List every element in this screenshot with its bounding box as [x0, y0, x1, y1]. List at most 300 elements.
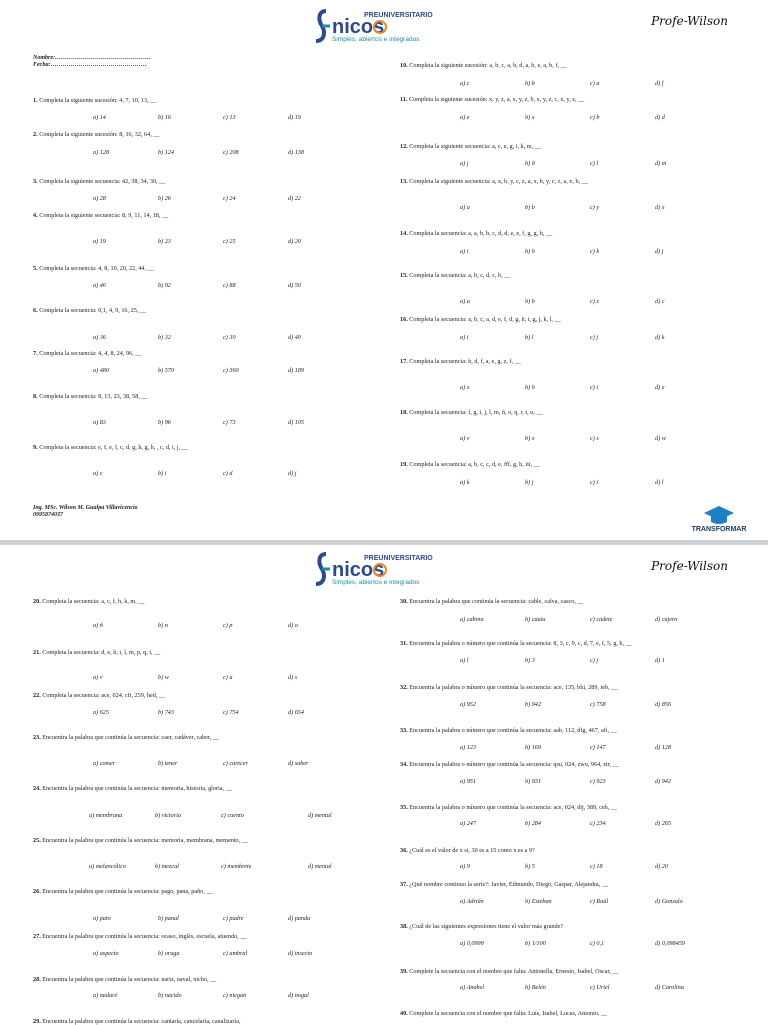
question-text: Complete la secuencia con el nombre que falta: Antonella, Ernesto, Isabel, Oscar, __: [407, 968, 619, 975]
option-b[interactable]: b) 3: [525, 657, 535, 664]
option-b[interactable]: b) 743: [158, 709, 174, 716]
option-b[interactable]: b) 169: [525, 744, 541, 751]
question-number: 36.: [400, 847, 408, 854]
question-number: 24.: [33, 785, 41, 792]
option-d[interactable]: d) cajero: [655, 616, 678, 623]
question-text: Encuentra la palabra o número que continúa la secuencia: 8, 3, c, 9, c, d, 7, e, f, 5, g, h, __: [407, 640, 632, 647]
question-number: 10.: [400, 62, 408, 69]
option-b[interactable]: b) n: [158, 622, 168, 629]
question-number: 32.: [400, 684, 408, 691]
left-column: [33, 0, 373, 540]
question-text: Completa la siguiente sucesión: 8, 16, 32, 64, __: [37, 131, 160, 138]
option-b[interactable]: b) Esteban: [525, 898, 552, 905]
question-text: Encuentra la palabra que continúa la secuencia: ocaso, inglés, escuela, atuendo, __: [40, 933, 247, 940]
option-a[interactable]: a) 9: [460, 863, 470, 870]
option-d[interactable]: d) 20: [288, 238, 301, 245]
option-a[interactable]: a) membrana: [89, 812, 123, 819]
option-a[interactable]: a) 951: [460, 778, 476, 785]
question-number: 8.: [33, 393, 38, 400]
option-a[interactable]: a) v: [460, 435, 470, 442]
options-row: [33, 149, 373, 157]
question-number: 34.: [400, 761, 408, 768]
option-d[interactable]: d) j: [288, 470, 297, 477]
option-a[interactable]: a) 625: [93, 709, 109, 716]
options-row: [33, 992, 373, 1000]
question-number: 1.: [33, 97, 38, 104]
option-d[interactable]: d) e: [655, 384, 665, 391]
option-a[interactable]: a) l: [460, 657, 469, 664]
option-d[interactable]: d) 654: [288, 709, 304, 716]
question-16: [400, 316, 740, 323]
options-row: [400, 435, 740, 443]
options-row: [33, 863, 373, 871]
brand-name-text-2: nicos: [332, 559, 385, 581]
option-d[interactable]: d) d: [655, 114, 665, 121]
brand-tagline-2: Simples, abiertos e integrados: [332, 579, 420, 586]
option-a[interactable]: a) x: [460, 384, 470, 391]
option-c[interactable]: c) a: [590, 80, 600, 87]
question-number: 14.: [400, 230, 408, 237]
options-row: [400, 863, 740, 871]
question-number: 30.: [400, 598, 408, 605]
author-footer: [33, 505, 138, 519]
question-number: 11.: [400, 96, 408, 103]
question-text: ¿Cuál es el valor de x si, 30 es a 15 como x es a 9?: [407, 847, 535, 854]
option-d[interactable]: d) 1: [655, 657, 665, 664]
option-d[interactable]: d) 22: [288, 195, 301, 202]
question-12: [400, 143, 740, 150]
option-b[interactable]: b) 570: [158, 367, 174, 374]
question-6: [33, 307, 373, 314]
option-a[interactable]: a) j: [460, 160, 469, 167]
option-a[interactable]: a) 28: [93, 195, 106, 202]
option-b[interactable]: b) 32: [158, 334, 171, 341]
option-c[interactable]: c) 18: [590, 863, 603, 870]
option-b[interactable]: b) l: [525, 334, 534, 341]
question-text: Completa la siguiente sucesión: 4, 7, 10, 13, __: [37, 97, 157, 104]
option-b[interactable]: b) 931: [525, 778, 541, 785]
option-d[interactable]: d) 856: [655, 701, 671, 708]
option-b[interactable]: b) b: [525, 298, 535, 305]
question-25: [33, 837, 373, 844]
question-number: 17.: [400, 358, 408, 365]
question-text: Completa la secuencia: ace, 024, cfi, 259, hed, __: [40, 692, 166, 699]
question-number: 21.: [33, 649, 41, 656]
option-b[interactable]: b) h: [525, 248, 535, 255]
question-number: 19.: [400, 461, 408, 468]
options-row: [400, 160, 740, 168]
option-a[interactable]: a) 46: [93, 282, 106, 289]
options-row: [33, 760, 373, 768]
option-a[interactable]: a) a: [460, 204, 470, 211]
option-a[interactable]: a) i: [460, 334, 469, 341]
question-number: 40.: [400, 1010, 408, 1017]
option-a[interactable]: a) 36: [93, 334, 106, 341]
option-c[interactable]: c) y: [590, 204, 600, 211]
brand-top-text: PREUNIVERSITARIO: [364, 12, 433, 19]
option-c[interactable]: c) 0,1: [590, 940, 605, 947]
option-c[interactable]: c) cuento: [221, 812, 244, 819]
question-number: 22.: [33, 692, 41, 699]
question-text: Encuentra la palabra o número que continúa la secuencia: qsu, 024, zwu, 964, ztr, __: [407, 761, 619, 768]
option-d[interactable]: d) f: [655, 80, 664, 87]
option-d[interactable]: d) saber: [288, 760, 309, 767]
option-b[interactable]: b) b: [525, 204, 535, 211]
option-d[interactable]: d) 942: [655, 778, 671, 785]
option-d[interactable]: d) 138: [288, 149, 304, 156]
option-a[interactable]: a) 0,0999: [460, 940, 484, 947]
transformar-logo: [688, 504, 750, 536]
graduation-cap-icon: [688, 504, 750, 526]
options-row: [33, 367, 373, 375]
question-text: Encuentra la palabra que continúa la secuencia: cable, calva, casco, __: [407, 598, 584, 605]
option-c[interactable]: c) j: [590, 334, 599, 341]
options-row: [400, 984, 740, 992]
question-text: Completa la secuencia: f, g, i, j, l, m, ñ, o, q, r, t, u, __: [407, 409, 543, 416]
question-number: 33.: [400, 727, 408, 734]
options-row: [400, 744, 740, 752]
option-b[interactable]: b) 1/100: [525, 940, 546, 947]
question-27: [33, 933, 373, 940]
options-row: [33, 282, 373, 290]
question-8: [33, 393, 373, 400]
option-d[interactable]: d) 105: [288, 419, 304, 426]
option-a[interactable]: a) i: [460, 248, 469, 255]
question-5: [33, 265, 373, 272]
question-number: 9.: [33, 444, 38, 451]
question-text: Completa la secuencia: e, f, e, f, c, d, g, h, g, h, , c, d, i, j, __: [37, 444, 188, 451]
option-c[interactable]: c) 24: [223, 195, 236, 202]
options-row: [400, 248, 740, 256]
option-b[interactable]: b) victoria: [155, 812, 181, 819]
question-number: 12.: [400, 143, 408, 150]
question-number: 23.: [33, 734, 41, 741]
option-c[interactable]: c) d: [223, 470, 233, 477]
option-c[interactable]: c) u: [223, 674, 233, 681]
question-text: Completa la secuencia: a, b, c, d, c, b, __: [407, 272, 511, 279]
option-a[interactable]: a) comer: [93, 760, 116, 767]
options-row: [33, 622, 373, 630]
question-number: 37.: [400, 881, 408, 888]
option-b[interactable]: b) x: [525, 114, 535, 121]
option-b[interactable]: b) 942: [525, 701, 541, 708]
question-text: Encuentra la palabra que continúa la secuencia: caer, cadáver, caber, __: [40, 734, 219, 741]
options-row: [33, 334, 373, 342]
option-a[interactable]: a) c: [460, 80, 470, 87]
option-b[interactable]: b) nacido: [158, 992, 182, 999]
option-d[interactable]: d) mental: [308, 812, 332, 819]
question-text: Completa la siguiente secuencia: 8, 9, 11, 14, 18, __: [37, 212, 169, 219]
question-13: [400, 178, 740, 185]
options-row: [33, 419, 373, 427]
options-row: [33, 950, 373, 958]
question-number: 6.: [33, 307, 38, 314]
option-b[interactable]: b) h: [525, 384, 535, 391]
question-number: 39.: [400, 968, 408, 975]
question-7: [33, 350, 373, 357]
options-row: [400, 298, 740, 306]
option-c[interactable]: c) 13: [223, 114, 236, 121]
question-text: Completa la siguiente sucesión: x, y, z, a, x, y, z, b, x, y, z, c, x, y, z, __: [407, 96, 585, 103]
option-a[interactable]: a) 952: [460, 701, 476, 708]
author-signature: Profe-Wilson: [651, 14, 728, 28]
option-c[interactable]: c) b: [590, 114, 600, 121]
option-a[interactable]: a) 480: [93, 367, 109, 374]
option-c[interactable]: c) membrete: [221, 863, 252, 870]
option-b[interactable]: b) 96: [158, 419, 171, 426]
option-b[interactable]: b) j: [525, 479, 534, 486]
question-number: 25.: [33, 837, 41, 844]
option-b[interactable]: b) mezcal: [155, 863, 179, 870]
question-32: [400, 684, 740, 691]
option-c[interactable]: c) 923: [590, 778, 606, 785]
question-39: [400, 968, 740, 975]
option-d[interactable]: d) 189: [288, 367, 304, 374]
question-33: [400, 727, 740, 734]
question-34: [400, 761, 740, 768]
option-a[interactable]: a) melancólico: [89, 863, 126, 870]
option-c[interactable]: c) j: [590, 657, 599, 664]
option-a[interactable]: a) ñ: [93, 622, 103, 629]
option-d[interactable]: d) Gonzalo: [655, 898, 683, 905]
option-d[interactable]: d) 50: [288, 282, 301, 289]
option-c[interactable]: c) 758: [590, 701, 606, 708]
option-b[interactable]: b) Belén: [525, 984, 546, 991]
options-row: [400, 701, 740, 709]
option-b[interactable]: b) tener: [158, 760, 178, 767]
options-row: [400, 384, 740, 392]
fecha-field[interactable]: Fecha:…………………………………………: [33, 62, 147, 68]
option-c[interactable]: c) umbral: [223, 950, 248, 957]
option-b[interactable]: b) b: [525, 80, 535, 87]
options-row: [33, 709, 373, 717]
question-text: Encuentra la palabra o número que continúa la secuencia: ace, 024, dij, 389, ceh, __: [407, 804, 617, 811]
question-text: Completa la secuencia: a, b, c, c, d, e, fff, g, h, iii, __: [407, 461, 540, 468]
question-28: [33, 976, 373, 983]
option-b[interactable]: b) 92: [158, 282, 171, 289]
option-c[interactable]: c) s: [590, 435, 599, 442]
option-c[interactable]: c) 147: [590, 744, 606, 751]
option-d[interactable]: d) 265: [655, 820, 671, 827]
question-38: [400, 923, 740, 930]
option-a[interactable]: a) Anabel: [460, 984, 485, 991]
options-row: [33, 470, 373, 478]
question-11: [400, 96, 740, 103]
option-c[interactable]: c) k: [590, 248, 600, 255]
question-number: 27.: [33, 933, 41, 940]
question-text: Completa la secuencia: a, a, b, b, c, d, d, e, e, f, g, g, h, __: [407, 230, 553, 237]
question-text: Complete la secuencia con el nombre que falta: Luis, Isabel, Lucas, Antonio, __: [407, 1010, 608, 1017]
question-text: Encuentra la palabra que continúa la secuencia: nariz, naval, nicho, __: [40, 976, 217, 983]
options-row: [400, 616, 740, 624]
question-19: [400, 461, 740, 468]
option-a[interactable]: a) e: [460, 114, 470, 121]
option-d[interactable]: d) 20: [655, 863, 668, 870]
question-text: Completa la siguiente sucesión: a, b, c, a, b, d, a, b, e, a, b, f, __: [407, 62, 567, 69]
question-40: [400, 1010, 740, 1017]
options-row: [33, 114, 373, 122]
option-a[interactable]: a) Adrián: [460, 898, 484, 905]
options-row: [400, 778, 740, 786]
question-text: Completa la secuencia: 4, 8, 10, 20, 22, 44, __: [37, 265, 154, 272]
option-c[interactable]: c) cadete: [590, 616, 613, 623]
question-number: 13.: [400, 178, 408, 185]
options-row: [33, 915, 373, 923]
option-a[interactable]: a) a: [460, 298, 470, 305]
option-a[interactable]: a) 14: [93, 114, 106, 121]
question-9: [33, 444, 373, 451]
option-a[interactable]: a) 128: [93, 149, 109, 156]
option-c[interactable]: c) 208: [223, 149, 239, 156]
option-d[interactable]: d) Carolina: [655, 984, 684, 991]
option-b[interactable]: b) ñ: [525, 160, 535, 167]
option-d[interactable]: d) 19: [288, 114, 301, 121]
option-c[interactable]: c) Raúl: [590, 898, 609, 905]
question-10: [400, 62, 740, 69]
option-c[interactable]: c) l: [590, 160, 599, 167]
question-20: [33, 598, 373, 605]
option-a[interactable]: a) aspecto: [93, 950, 119, 957]
option-b[interactable]: b) x: [525, 435, 535, 442]
question-23: [33, 734, 373, 741]
question-text: ¿Qué nombre continuo la serie?: Javier, Edmundo, Diego, Gaspar, Alejandra, __: [407, 881, 608, 888]
option-d[interactable]: d) o: [288, 622, 298, 629]
author-phone: 0995874037: [33, 512, 63, 518]
option-a[interactable]: a) 123: [460, 744, 476, 751]
question-2: [33, 131, 373, 138]
option-a[interactable]: a) 247: [460, 820, 476, 827]
option-d[interactable]: d) 128: [655, 744, 671, 751]
options-row: [400, 898, 740, 906]
option-d[interactable]: d) l: [655, 479, 664, 486]
option-b[interactable]: b) cauta: [525, 616, 546, 623]
question-1: [33, 97, 373, 104]
option-d[interactable]: d) nogal: [288, 992, 309, 999]
option-d[interactable]: d) 40: [288, 334, 301, 341]
right-column-2: [400, 545, 740, 1024]
option-b[interactable]: b) i: [158, 470, 167, 477]
brand-tagline: Simples, abiertos e integrados: [332, 36, 420, 43]
option-b[interactable]: b) 284: [525, 820, 541, 827]
option-a[interactable]: a) c: [93, 470, 103, 477]
option-c[interactable]: c) padre: [223, 915, 244, 922]
question-text: Completa la secuencia: 8, 13, 23, 38, 58, __: [37, 393, 148, 400]
question-number: 35.: [400, 804, 408, 811]
option-c[interactable]: c) 30: [223, 334, 236, 341]
question-36: [400, 847, 740, 854]
question-text: Encuentra la palabra o número que continúa la secuencia: aab, 112, dfg, 467, afi, __: [407, 727, 617, 734]
option-c[interactable]: c) 360: [223, 367, 239, 374]
question-15: [400, 272, 740, 279]
option-a[interactable]: a) 83: [93, 419, 106, 426]
option-b[interactable]: b) 16: [158, 114, 171, 121]
option-b[interactable]: b) 5: [525, 863, 535, 870]
option-a[interactable]: a) 19: [93, 238, 106, 245]
option-a[interactable]: a) nadaré: [93, 992, 118, 999]
option-c[interactable]: c) 754: [223, 709, 239, 716]
question-number: 38.: [400, 923, 408, 930]
option-b[interactable]: b) panal: [158, 915, 179, 922]
options-row: [400, 940, 740, 948]
option-c[interactable]: c) i: [590, 384, 599, 391]
option-c[interactable]: c) niegan: [223, 992, 247, 999]
option-c[interactable]: c) carecer: [223, 760, 249, 767]
option-c[interactable]: c) p: [223, 622, 233, 629]
option-d[interactable]: d) x: [655, 204, 665, 211]
option-b[interactable]: b) w: [158, 674, 169, 681]
options-row: [400, 204, 740, 212]
option-d[interactable]: d) s: [288, 674, 298, 681]
brand-top-text-2: PREUNIVERSITARIO: [364, 555, 433, 562]
question-text: Encuentra la palabra que continúa la secuencia: pago, pana, paño, __: [40, 888, 213, 895]
option-c[interactable]: c) 234: [590, 820, 606, 827]
options-row: [400, 80, 740, 88]
option-d[interactable]: d) mental: [308, 863, 332, 870]
options-row: [33, 674, 373, 682]
option-b[interactable]: b) 23: [158, 238, 171, 245]
option-d[interactable]: d) insecto: [288, 950, 313, 957]
question-text: Encuentra la palabra que continúa la secuencia: cantaría, cancelaría, canalizaría,: [40, 1018, 241, 1025]
option-d[interactable]: d) c: [655, 298, 665, 305]
option-c[interactable]: c) 88: [223, 282, 236, 289]
question-number: 7.: [33, 350, 38, 357]
option-a[interactable]: a) pato: [93, 915, 111, 922]
option-d[interactable]: d) m: [655, 160, 667, 167]
options-row: [400, 657, 740, 665]
question-number: 26.: [33, 888, 41, 895]
question-text: Completa la secuencia: a, b, c, a, d, e, f, d, g, h, i, g, j, k, l, __: [407, 316, 561, 323]
question-number: 20.: [33, 598, 41, 605]
option-d[interactable]: d) k: [655, 334, 665, 341]
question-number: 28.: [33, 976, 41, 983]
question-31: [400, 640, 740, 647]
question-number: 15.: [400, 272, 408, 279]
brand-name-text: nicos: [332, 16, 385, 38]
option-c[interactable]: c) Uriel: [590, 984, 610, 991]
option-a[interactable]: a) cabina: [460, 616, 484, 623]
options-row: [33, 195, 373, 203]
option-c[interactable]: c) i: [590, 479, 599, 486]
question-text: Completa la siguiente secuencia: 42, 38, 34, 30, __: [37, 178, 166, 185]
option-b[interactable]: b) oruga: [158, 950, 180, 957]
option-c[interactable]: c) z: [590, 298, 599, 305]
option-d[interactable]: d) 0,098459: [655, 940, 685, 947]
question-number: 18.: [400, 409, 408, 416]
options-row: [33, 238, 373, 246]
option-d[interactable]: d) j: [655, 248, 664, 255]
question-4: [33, 212, 373, 219]
question-text: Encuentra la palabra que continúa la secuencia: memoria, membrana, memento, __: [40, 837, 248, 844]
options-row: [33, 812, 373, 820]
option-b[interactable]: b) 26: [158, 195, 171, 202]
option-c[interactable]: c) 73: [223, 419, 236, 426]
question-37: [400, 881, 740, 888]
option-d[interactable]: d) w: [655, 435, 666, 442]
question-text: Completa la secuencia: 0,1, 4, 9, 16, 25, __: [37, 307, 147, 314]
question-number: 2.: [33, 131, 38, 138]
option-d[interactable]: d) panda: [288, 915, 311, 922]
question-number: 29.: [33, 1018, 41, 1025]
question-text: ¿Cuál de las siguientes expresiones tiene el valor más grande?: [407, 923, 564, 930]
options-row: [400, 820, 740, 828]
option-c[interactable]: c) 25: [223, 238, 236, 245]
option-a[interactable]: a) v: [93, 674, 103, 681]
question-text: Encuentra la palabra que continúa la secuencia: memoria, historia, gloria, __: [40, 785, 232, 792]
question-text: Completa la secuencia: 4, 4, 8, 24, 96, __: [37, 350, 142, 357]
option-b[interactable]: b) 124: [158, 149, 174, 156]
nombre-field[interactable]: Nombre:…………………………………………: [33, 55, 151, 61]
option-a[interactable]: a) k: [460, 479, 470, 486]
